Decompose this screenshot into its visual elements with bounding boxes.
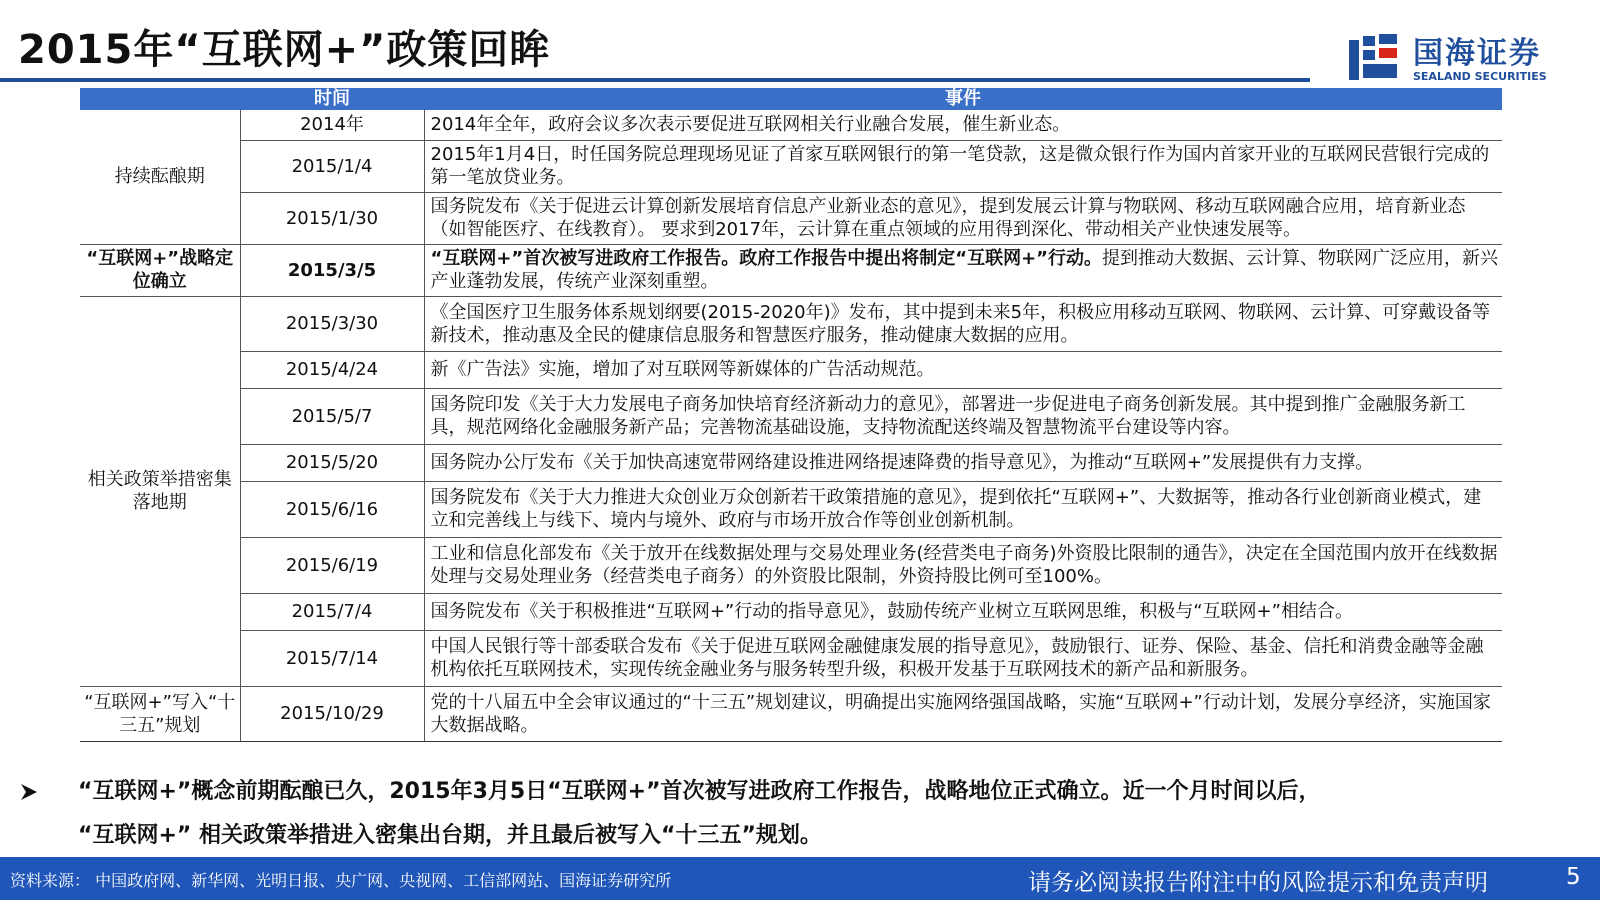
sealand-logo-icon xyxy=(1345,30,1401,84)
date-cell: 2015/5/20 xyxy=(240,444,424,481)
event-text: 提到推动大数据、云计算、物联网广泛应用，新兴产业蓬勃发展，传统产业深刻重塑。 xyxy=(430,248,1498,292)
date-cell: 2015/3/5 xyxy=(240,244,424,296)
table-row xyxy=(80,537,1502,593)
disclaimer-text: 请务必阅读报告附注中的风险提示和免责声明 xyxy=(1028,870,1488,896)
event-cell: 2014年全年，政府会议多次表示要促进互联网相关行业融合发展，催生新业态。 xyxy=(424,110,1502,140)
page-title: 2015年“互联网+”政策回眸 xyxy=(18,27,551,73)
date-cell: 2015/6/16 xyxy=(240,481,424,537)
event-cell: 《全国医疗卫生服务体系规划纲要(2015-2020年)》发布，其中提到未来5年，积极应用移动互联网、物联网、云计算、可穿戴设备等新技术，推动惠及全民的健康信息服务和智慧医疗服务，推动健康大数据的应用。 xyxy=(424,296,1502,351)
policy-timeline-table xyxy=(80,88,1502,742)
header-phase xyxy=(80,88,240,110)
date-cell: 2015/5/7 xyxy=(240,388,424,444)
footer-bar xyxy=(0,857,1600,900)
arrow-bullet-icon xyxy=(12,770,48,814)
event-highlight: “互联网+”首次被写进政府工作报告。政府工作报告中提出将制定“互联网+”行动。 xyxy=(430,248,1102,269)
table-header-row xyxy=(80,88,1502,110)
table-row xyxy=(80,110,1502,140)
table-row xyxy=(80,140,1502,192)
event-cell: 中国人民银行等十部委联合发布《关于促进互联网金融健康发展的指导意见》，鼓励银行、证券、保险、基金、信托和消费金融等金融机构依托互联网技术，实现传统金融业务与服务转型升级，积极开发基于互联网技术的新产品和新服务。 xyxy=(424,630,1502,686)
summary-line-1: “互联网+”概念前期酝酿已久，2015年3月5日“互联网+”首次被写进政府工作报告，战略地位正式确立。近一个月时间以后， xyxy=(78,779,1321,804)
table-row xyxy=(80,444,1502,481)
date-cell: 2015/7/14 xyxy=(240,630,424,686)
table-row xyxy=(80,244,1502,296)
date-cell: 2014年 xyxy=(240,110,424,140)
company-logo xyxy=(1345,28,1585,88)
event-cell: 新《广告法》实施，增加了对互联网等新媒体的广告活动规范。 xyxy=(424,351,1502,388)
table-row xyxy=(80,481,1502,537)
source-note: 资料来源： 中国政府网、新华网、光明日报、央广网、央视网、工信部网站、国海证券研究所 xyxy=(10,871,672,890)
date-cell: 2015/10/29 xyxy=(240,686,424,741)
summary-line-2: “互联网+” 相关政策举措进入密集出台期，并且最后被写入“十三五”规划。 xyxy=(78,823,822,848)
date-cell: 2015/7/4 xyxy=(240,593,424,630)
date-cell: 2015/6/19 xyxy=(240,537,424,593)
table-row xyxy=(80,296,1502,351)
table-row xyxy=(80,351,1502,388)
phase-cell: 相关政策举措密集落地期 xyxy=(80,296,240,686)
date-cell: 2015/1/4 xyxy=(240,140,424,192)
phase-cell: 持续酝酿期 xyxy=(80,110,240,244)
phase-cell: “互联网+”战略定位确立 xyxy=(80,244,240,296)
table-row xyxy=(80,686,1502,741)
table-row xyxy=(80,593,1502,630)
phase-cell: “互联网+”写入“十三五”规划 xyxy=(80,686,240,741)
event-cell: 2015年1月4日，时任国务院总理现场见证了首家互联网银行的第一笔贷款，这是微众银行作为国内首家开业的互联网民营银行完成的第一笔放贷业务。 xyxy=(424,140,1502,192)
table-row xyxy=(80,192,1502,244)
page-number: 5 xyxy=(1566,864,1581,890)
logo-name-cn: 国海证券 xyxy=(1413,36,1541,71)
table-row xyxy=(80,388,1502,444)
header-time: 时间 xyxy=(240,88,424,110)
event-cell: 工业和信息化部发布《关于放开在线数据处理与交易处理业务(经营类电子商务)外资股比限制的通告》，决定在全国范围内放开在线数据处理与交易处理业务（经营类电子商务）的外资股比限制，外资持股比例可至100%。 xyxy=(424,537,1502,593)
event-cell: 国务院发布《关于促进云计算创新发展培育信息产业新业态的意见》，提到发展云计算与物联网、移动互联网融合应用，培育新业态（如智能医疗、在线教育）。 要求到2017年，云计算在重点领域的应用得到深化、带动相关产业快速发展等。 xyxy=(424,192,1502,244)
date-cell: 2015/3/30 xyxy=(240,296,424,351)
event-cell: 国务院办公厅发布《关于加快高速宽带网络建设推进网络提速降费的指导意见》，为推动“互联网+”发展提供有力支撑。 xyxy=(424,444,1502,481)
event-cell xyxy=(424,244,1502,296)
event-cell: 国务院发布《关于积极推进“互联网+”行动的指导意见》，鼓励传统产业树立互联网思维，积极与“互联网+”相结合。 xyxy=(424,593,1502,630)
date-cell: 2015/4/24 xyxy=(240,351,424,388)
header-event: 事件 xyxy=(424,88,1502,110)
date-cell: 2015/1/30 xyxy=(240,192,424,244)
title-underline xyxy=(0,78,1310,82)
logo-name-en: SEALAND SECURITIES xyxy=(1413,70,1547,83)
table-row xyxy=(80,630,1502,686)
event-cell: 国务院印发《关于大力发展电子商务加快培育经济新动力的意见》，部署进一步促进电子商务创新发展。其中提到推广金融服务新工具，规范网络化金融服务新产品；完善物流基础设施，支持物流配送终端及智慧物流平台建设等内容。 xyxy=(424,388,1502,444)
event-cell: 党的十八届五中全会审议通过的“十三五”规划建议，明确提出实施网络强国战略，实施“互联网+”行动计划，发展分享经济，实施国家大数据战略。 xyxy=(424,686,1502,741)
event-cell: 国务院发布《关于大力推进大众创业万众创新若干政策措施的意见》，提到依托“互联网+”、大数据等，推动各行业创新商业模式，建立和完善线上与线下、境内与境外、政府与市场开放合作等创业创新机制。 xyxy=(424,481,1502,537)
